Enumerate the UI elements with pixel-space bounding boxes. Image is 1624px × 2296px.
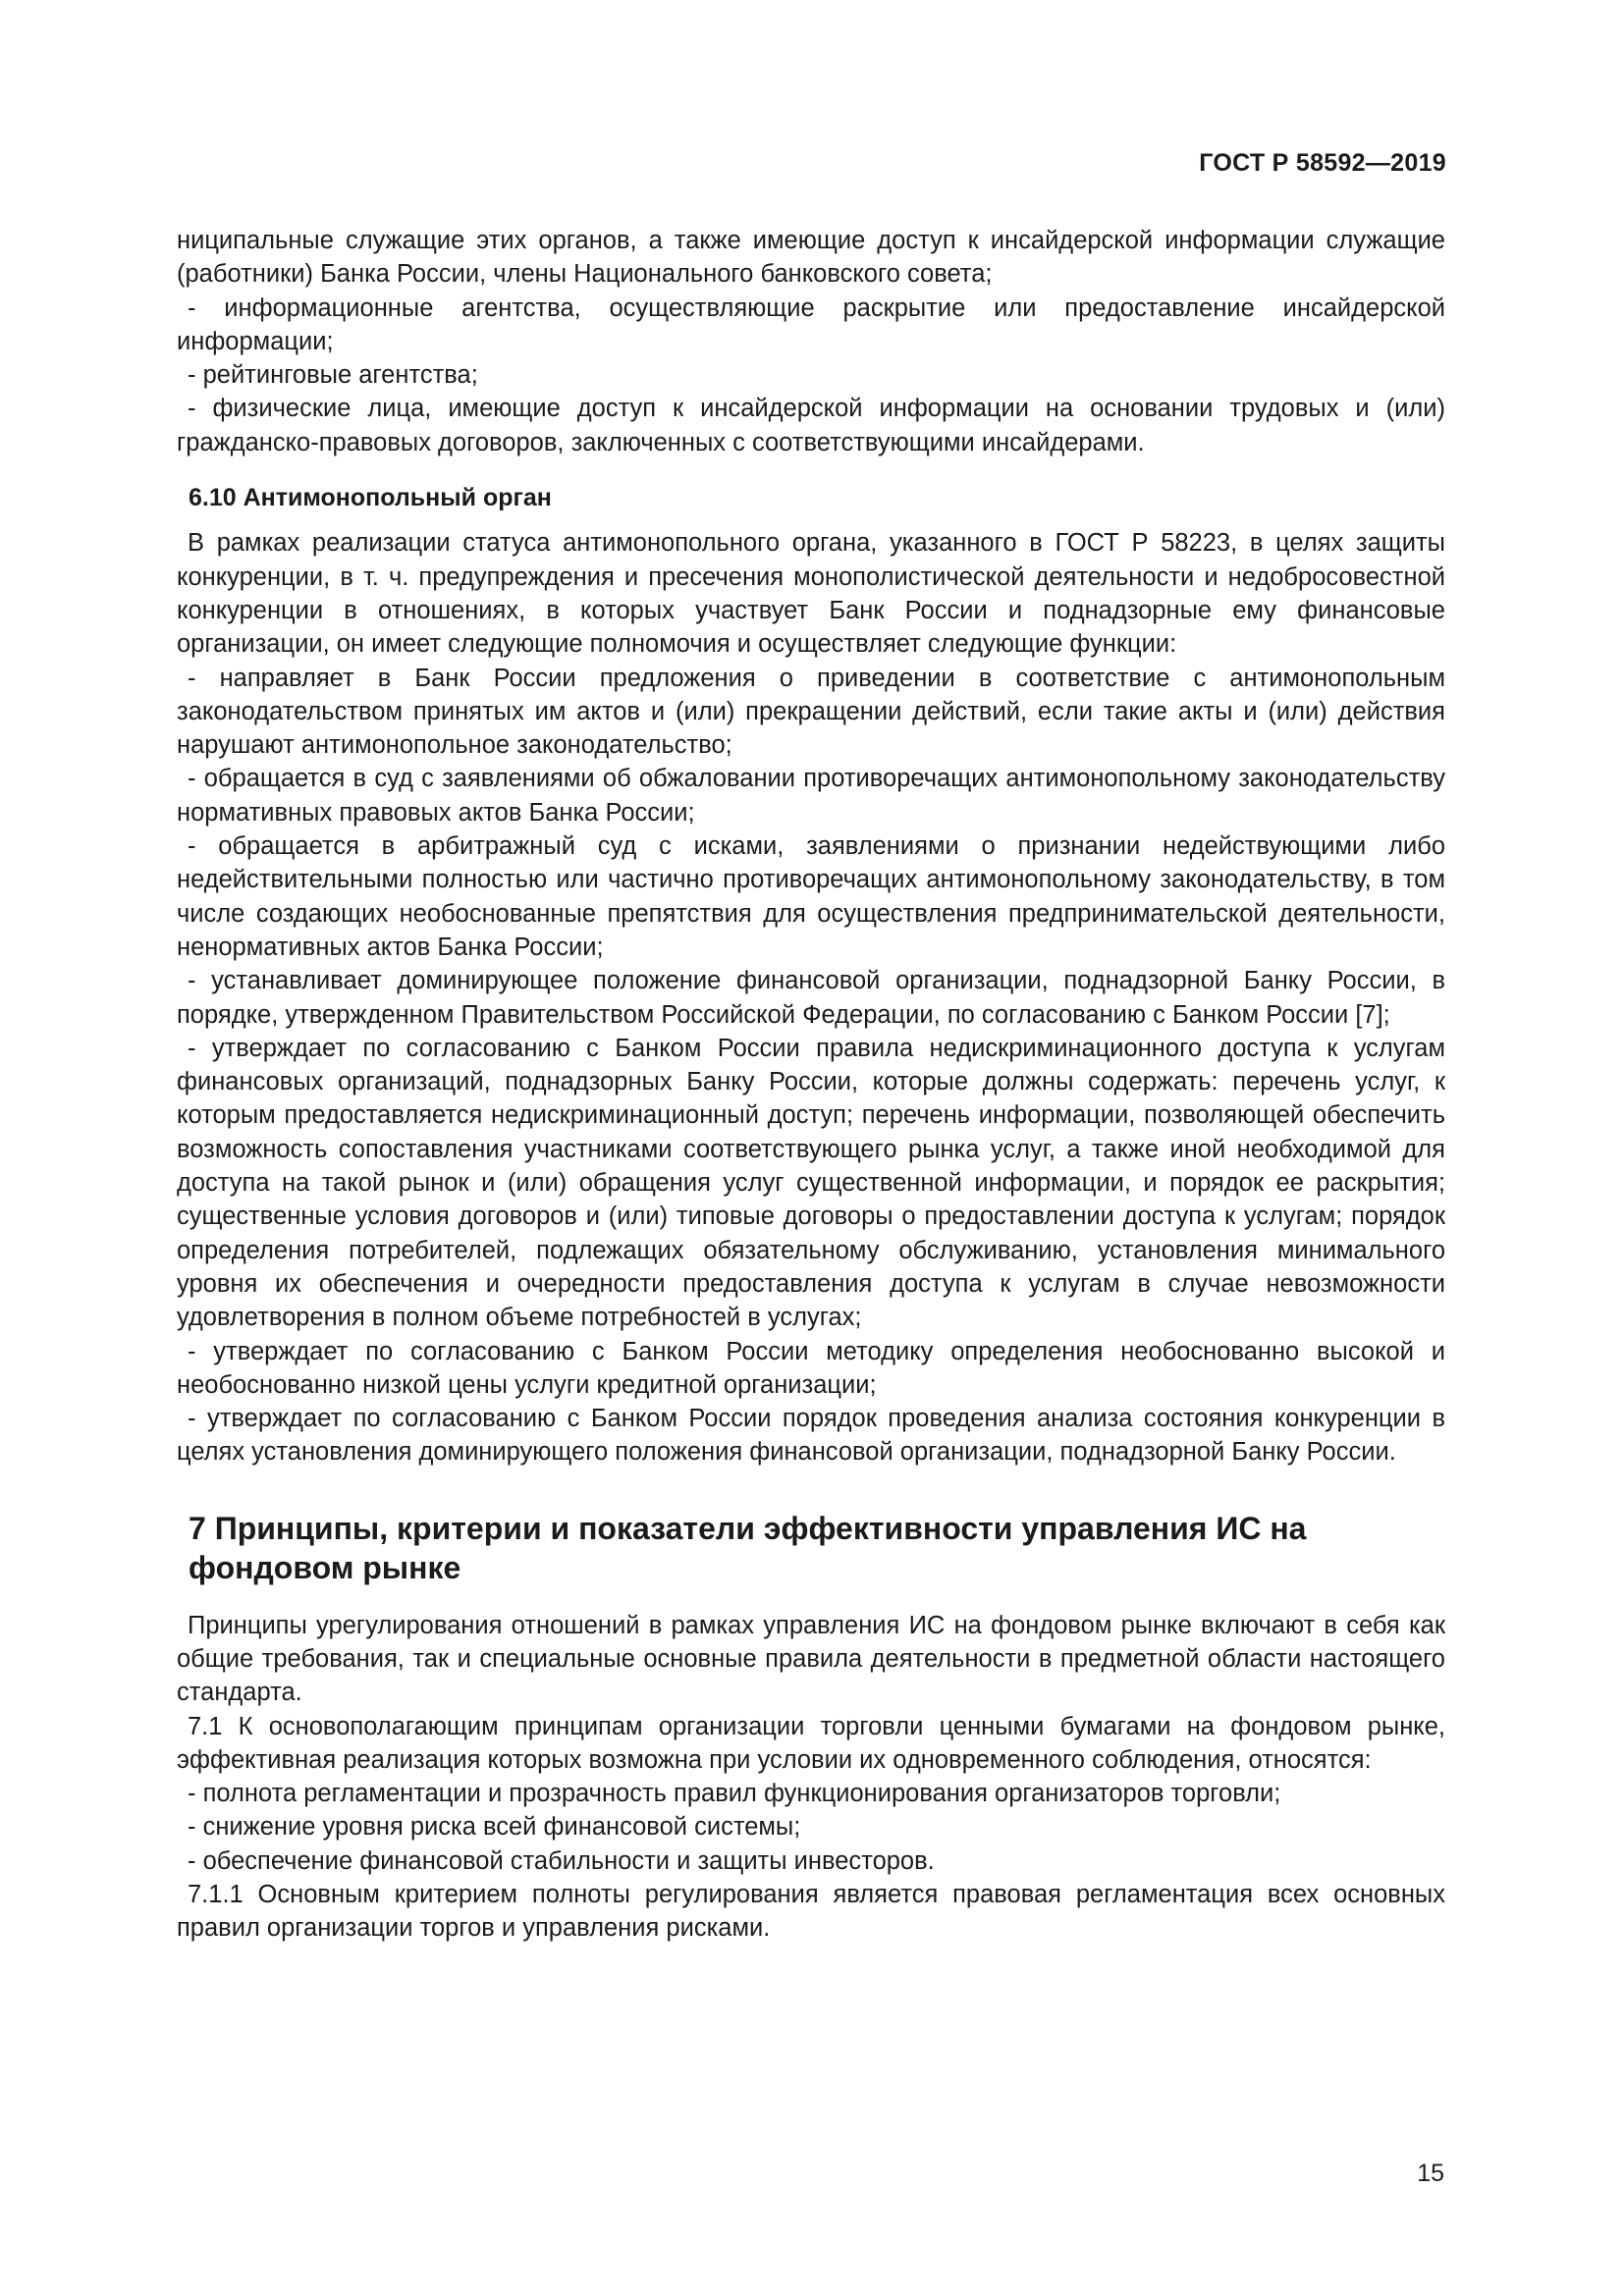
subsection-heading: 6.10 Антимонопольный орган	[189, 484, 552, 512]
document-body	[177, 224, 1445, 1946]
list-item: - направляет в Банк России предложения о приведении в соответствие с антимонопольным законодательством принятых им актов и (или) прекращении действий, если такие акты и (или) действия нарушают антимонопольное законодательство;	[177, 664, 1445, 760]
subsection-intro: В рамках реализации статуса антимонопольного органа, указанного в ГОСТ Р 58223, в целях защиты конкуренции, в т. ч. предупреждения и пресечения монополистической деятельности и недобросовестной конкуренции в отношениях, в которых участвует Банк России и поднадзорные ему финансовые организации, он имеет следующие полномочия и осуществляет следующие функции:	[177, 529, 1445, 659]
list-item: - обращается в суд с заявлениями об обжаловании противоречащих антимонопольному законодательству нормативных правовых актов Банка России;	[177, 765, 1445, 827]
section-heading: 7 Принципы, критерии и показатели эффективности управления ИС на фондовом рынке	[189, 1510, 1307, 1585]
page-number: 15	[1417, 2160, 1444, 2187]
list-item: - информационные агентства, осуществляющие раскрытие или предоставление инсайдерской информации;	[177, 294, 1445, 355]
document-header: ГОСТ Р 58592—2019	[1199, 149, 1446, 177]
clause-7-1: 7.1 К основополагающим принципам организации торговли ценными бумагами на фондовом рынке, эффективная реализация которых возможна при условии их одновременного соблюдения, относятся:	[177, 1712, 1445, 1774]
list-item: - утверждает по согласованию с Банком России правила недискриминационного доступа к услугам финансовых организаций, поднадзорных Банку России, которые должны содержать: перечень услуг, к которым предоставляется недискриминационный доступ; перечень информации, позволяющей обеспечить возможность сопоставления участниками соответствующего рынка услуг, а также иной необходимой для доступа на такой рынок и (или) обращения услуг существенной информации, и порядок ее раскрытия; существенные условия договоров и (или) типовые договоры о предоставлении доступа к услугам; порядок определения потребителей, подлежащих обязательному обслуживанию, установления минимального уровня их обеспечения и очередности предоставления доступа к услугам в случае невозможности удовлетворения в полном объеме потребностей в услугах;	[177, 1034, 1445, 1332]
section-intro: Принципы урегулирования отношений в рамках управления ИС на фондовом рынке включают в себя как общие требования, так и специальные основные правила деятельности в предметной области настоящего стандарта.	[177, 1611, 1445, 1707]
list-item: - обращается в арбитражный суд с исками, заявлениями о признании недействующими либо недействительными полностью или частично противоречащих антимонопольному законодательству, в том числе создающих необоснованные препятствия для осуществления предпринимательской деятельности, ненормативных актов Банка России;	[177, 832, 1445, 961]
list-item: - полнота регламентации и прозрачность правил функционирования организаторов торговли;	[188, 1780, 1281, 1808]
list-item: - утверждает по согласованию с Банком России порядок проведения анализа состояния конкуренции в целях установления доминирующего положения финансовой организации, поднадзорной Банку России.	[177, 1405, 1445, 1467]
list-item: - физические лица, имеющие доступ к инсайдерской информации на основании трудовых и (или) гражданско-правовых договоров, заключенных с соответствующими инсайдерами.	[177, 395, 1445, 456]
list-item: - утверждает по согласованию с Банком России методику определения необоснованно высокой и необоснованно низкой цены услуги кредитной организации;	[177, 1337, 1445, 1399]
list-item: - рейтинговые агентства;	[188, 361, 478, 390]
list-item: - обеспечение финансовой стабильности и защиты инвесторов.	[188, 1846, 935, 1875]
list-item: - устанавливает доминирующее положение финансовой организации, поднадзорной Банку России, в порядке, утвержденном Правительством Российской Федерации, по согласованию с Банком России [7];	[177, 967, 1445, 1029]
continuation-paragraph: ниципальные служащие этих органов, а также имеющие доступ к инсайдерской информации служащие (работники) Банка России, члены Национального банковского совета;	[177, 227, 1445, 289]
clause-7-1-1: 7.1.1 Основным критерием полноты регулирования является правовая регламентация всех основных правил организации торгов и управления рисками.	[177, 1881, 1445, 1943]
list-item: - снижение уровня риска всей финансовой системы;	[188, 1813, 801, 1842]
